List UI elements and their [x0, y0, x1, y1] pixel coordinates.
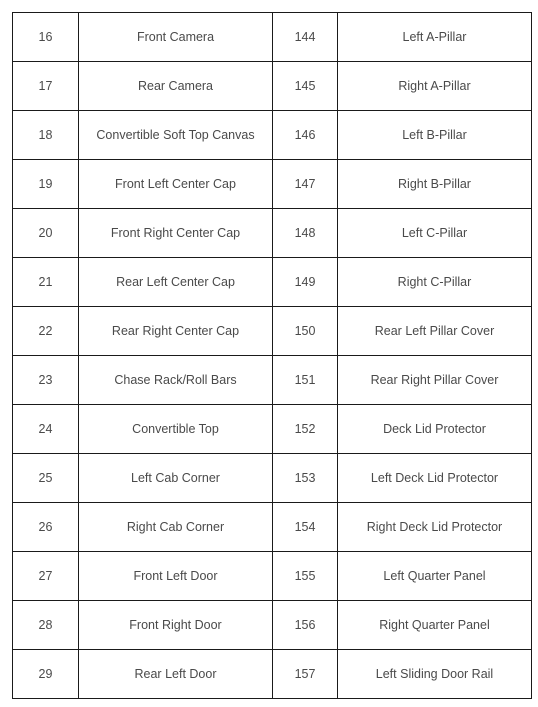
right-number-cell: 157: [273, 650, 338, 699]
table-row: [13, 209, 532, 258]
left-part-cell: Front Left Door: [79, 552, 273, 601]
right-number-cell: 151: [273, 356, 338, 405]
left-number-cell: 27: [13, 552, 79, 601]
left-part-cell: Rear Left Center Cap: [79, 258, 273, 307]
right-number-cell: 153: [273, 454, 338, 503]
parts-table: [12, 12, 532, 699]
table-row: [13, 111, 532, 160]
table-row: [13, 62, 532, 111]
right-number-cell: 155: [273, 552, 338, 601]
right-number-cell: 149: [273, 258, 338, 307]
left-part-cell: Front Right Door: [79, 601, 273, 650]
right-number-cell: 152: [273, 405, 338, 454]
left-number-cell: 25: [13, 454, 79, 503]
left-number-cell: 23: [13, 356, 79, 405]
right-part-cell: Left Sliding Door Rail: [338, 650, 532, 699]
table-row: [13, 503, 532, 552]
right-part-cell: Right Deck Lid Protector: [338, 503, 532, 552]
right-part-cell: Left Quarter Panel: [338, 552, 532, 601]
right-number-cell: 150: [273, 307, 338, 356]
table-row: [13, 552, 532, 601]
right-part-cell: Rear Right Pillar Cover: [338, 356, 532, 405]
right-part-cell: Left C-Pillar: [338, 209, 532, 258]
table-row: [13, 258, 532, 307]
right-number-cell: 148: [273, 209, 338, 258]
left-number-cell: 28: [13, 601, 79, 650]
right-number-cell: 146: [273, 111, 338, 160]
left-number-cell: 17: [13, 62, 79, 111]
right-part-cell: Left A-Pillar: [338, 13, 532, 62]
table-row: [13, 160, 532, 209]
right-part-cell: Rear Left Pillar Cover: [338, 307, 532, 356]
table-row: [13, 405, 532, 454]
left-number-cell: 29: [13, 650, 79, 699]
table-row: [13, 650, 532, 699]
left-number-cell: 26: [13, 503, 79, 552]
left-number-cell: 18: [13, 111, 79, 160]
table-row: [13, 601, 532, 650]
left-number-cell: 21: [13, 258, 79, 307]
right-number-cell: 145: [273, 62, 338, 111]
right-number-cell: 156: [273, 601, 338, 650]
left-number-cell: 22: [13, 307, 79, 356]
left-part-cell: Front Left Center Cap: [79, 160, 273, 209]
left-part-cell: Rear Left Door: [79, 650, 273, 699]
right-part-cell: Right B-Pillar: [338, 160, 532, 209]
left-part-cell: Left Cab Corner: [79, 454, 273, 503]
right-number-cell: 154: [273, 503, 338, 552]
left-number-cell: 16: [13, 13, 79, 62]
left-part-cell: Front Right Center Cap: [79, 209, 273, 258]
right-number-cell: 147: [273, 160, 338, 209]
parts-table-body: [13, 13, 532, 699]
right-number-cell: 144: [273, 13, 338, 62]
left-part-cell: Chase Rack/Roll Bars: [79, 356, 273, 405]
left-number-cell: 20: [13, 209, 79, 258]
left-part-cell: Front Camera: [79, 13, 273, 62]
left-part-cell: Right Cab Corner: [79, 503, 273, 552]
table-row: [13, 307, 532, 356]
left-part-cell: Convertible Top: [79, 405, 273, 454]
right-part-cell: Left Deck Lid Protector: [338, 454, 532, 503]
left-part-cell: Rear Camera: [79, 62, 273, 111]
table-row: [13, 454, 532, 503]
table-row: [13, 13, 532, 62]
right-part-cell: Left B-Pillar: [338, 111, 532, 160]
left-part-cell: Convertible Soft Top Canvas: [79, 111, 273, 160]
right-part-cell: Right C-Pillar: [338, 258, 532, 307]
left-number-cell: 19: [13, 160, 79, 209]
right-part-cell: Right Quarter Panel: [338, 601, 532, 650]
right-part-cell: Right A-Pillar: [338, 62, 532, 111]
table-row: [13, 356, 532, 405]
left-part-cell: Rear Right Center Cap: [79, 307, 273, 356]
right-part-cell: Deck Lid Protector: [338, 405, 532, 454]
left-number-cell: 24: [13, 405, 79, 454]
